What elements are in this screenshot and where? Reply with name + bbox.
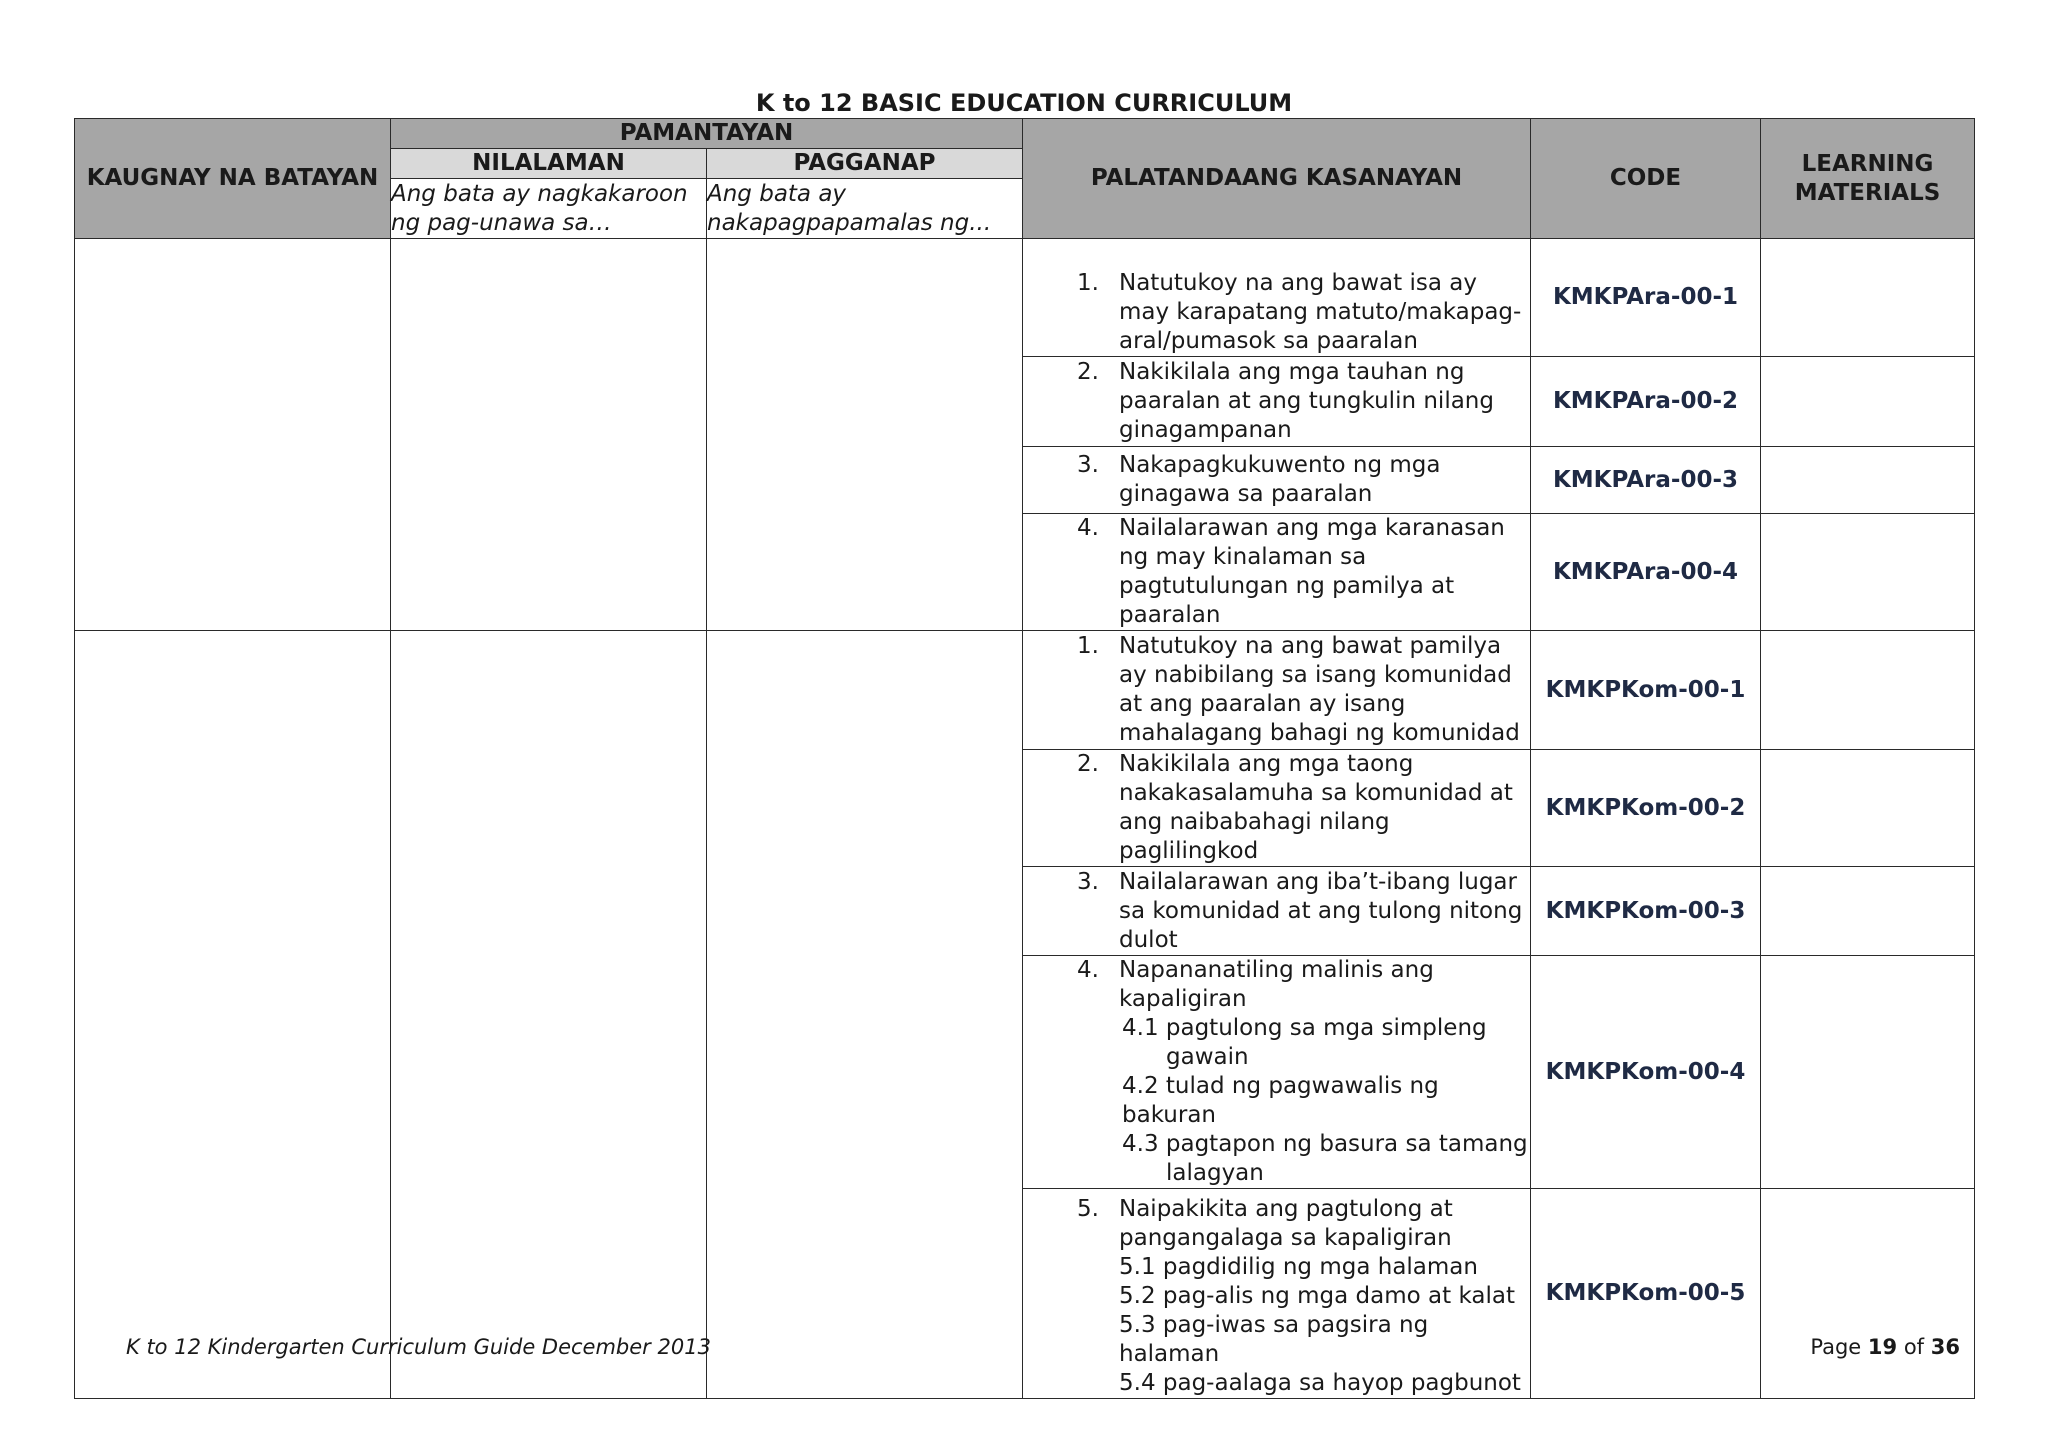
sub-item-label: 4.2 tulad ng pagwawalis ng bakuran [1122, 1073, 1439, 1128]
competency-number: 3. [1077, 868, 1099, 895]
competency-main-text: Napananatiling malinis ang kapaligiran [1119, 957, 1434, 1012]
competency-text [1119, 956, 1530, 1188]
competency-cell [1023, 357, 1531, 447]
header-palatandaan: PALATANDAANG KASANAYAN [1023, 119, 1531, 239]
code-cell: KMKPAra-00-4 [1531, 514, 1761, 631]
competency-number: 4. [1077, 515, 1099, 541]
pagganap-cell [707, 239, 1023, 631]
sub-item [1119, 1072, 1530, 1130]
sub-item-continuation: lalagyan [1166, 1160, 1264, 1186]
kaugnay-cell [75, 239, 391, 631]
header-pagganap: PAGGANAP [707, 149, 1023, 179]
code-cell: KMKPKom-00-2 [1531, 750, 1761, 867]
footer-page-number [1810, 1335, 1960, 1359]
competency-cell [1023, 867, 1531, 956]
code-cell: KMKPAra-00-1 [1531, 239, 1761, 357]
learning-materials-cell [1761, 867, 1975, 956]
kaugnay-cell [75, 631, 391, 1399]
learning-materials-cell [1761, 956, 1975, 1189]
learning-materials-cell [1761, 750, 1975, 867]
competency-cell [1023, 1189, 1531, 1399]
competency-number: 4. [1077, 957, 1099, 983]
learning-materials-cell [1761, 447, 1975, 514]
sub-item [1119, 1130, 1530, 1188]
header-pamantayan: PAMANTAYAN [391, 119, 1023, 149]
table-row [75, 239, 1975, 357]
competency-text: Nakikilala ang mga tauhan ng paaralan at ang tungkulin nilang ginagampanan [1119, 359, 1494, 443]
nilalaman-cell [391, 631, 707, 1399]
sub-item [1119, 1014, 1530, 1072]
code-cell: KMKPAra-00-3 [1531, 447, 1761, 514]
page-current: 19 [1867, 1335, 1898, 1359]
competency-text: Natutukoy na ang bawat pamilya ay nabibilang sa isang komunidad at ang paaralan ay isang mahalagang bahagi ng komunidad [1119, 633, 1520, 746]
page-total: 36 [1930, 1335, 1960, 1359]
sub-item-label: 4.1 pagtulong sa mga simpleng [1122, 1015, 1487, 1041]
header-nilalaman: NILALAMAN [391, 149, 707, 179]
learning-materials-cell [1761, 1189, 1975, 1399]
learning-materials-cell [1761, 514, 1975, 631]
header-pagganap-sub: Ang bata ay nakapagpapamalas ng... [707, 179, 1023, 239]
page-prefix: Page [1810, 1335, 1862, 1359]
competency-number: 3. [1077, 452, 1099, 478]
competency-text: Nailalarawan ang iba’t-ibang lugar sa komunidad at ang tulong nitong dulot [1119, 868, 1523, 953]
competency-cell [1023, 631, 1531, 750]
competency-cell [1023, 514, 1531, 631]
curriculum-table [74, 118, 1975, 1399]
competency-number: 2. [1077, 751, 1099, 777]
learning-materials-cell [1761, 631, 1975, 750]
competency-cell [1023, 956, 1531, 1189]
competency-text: Natutukoy na ang bawat isa ay may karapatang matuto/makapag-aral/pumasok sa paaralan [1119, 270, 1522, 354]
sub-item-label: 5.2 pag-alis ng mga damo at kalat [1119, 1283, 1515, 1309]
header-code: CODE [1531, 119, 1761, 239]
learning-materials-cell [1761, 239, 1975, 357]
competency-cell [1023, 447, 1531, 514]
header-nilalaman-sub: Ang bata ay nagkakaroon ng pag-unawa sa… [391, 179, 707, 239]
competency-cell [1023, 239, 1531, 357]
competency-text: Nailalarawan ang mga karanasan ng may kinalaman sa pagtutulungan ng pamilya at paaralan [1119, 515, 1505, 628]
code-cell: KMKPKom-00-4 [1531, 956, 1761, 1189]
code-cell: KMKPKom-00-1 [1531, 631, 1761, 750]
code-cell: KMKPKom-00-5 [1531, 1189, 1761, 1399]
competency-text: Nakapagkukuwento ng mga ginagawa sa paaralan [1119, 452, 1441, 507]
header-row-1 [75, 119, 1975, 149]
competency-text [1119, 1195, 1530, 1398]
competency-number: 1. [1077, 633, 1099, 659]
learning-materials-cell [1761, 357, 1975, 447]
sub-item-continuation: gawain [1166, 1044, 1249, 1070]
competency-number: 1. [1077, 270, 1099, 296]
document-title: K to 12 BASIC EDUCATION CURRICULUM [755, 89, 1293, 117]
nilalaman-cell [391, 239, 707, 631]
footer-guide-title: K to 12 Kindergarten Curriculum Guide December 2013 [126, 1335, 711, 1359]
sub-item-label: 5.4 pag-aalaga sa hayop pagbunot [1119, 1370, 1521, 1396]
pagganap-cell [707, 631, 1023, 1399]
sub-item-label: 4.3 pagtapon ng basura sa tamang [1122, 1131, 1528, 1157]
code-cell: KMKPAra-00-2 [1531, 357, 1761, 447]
competency-number: 5. [1077, 1196, 1099, 1222]
sub-item-label: 5.1 pagdidilig ng mga halaman [1119, 1254, 1478, 1280]
competency-number: 2. [1077, 359, 1099, 385]
code-cell: KMKPKom-00-3 [1531, 867, 1761, 956]
competency-cell [1023, 750, 1531, 867]
header-kaugnay: KAUGNAY NA BATAYAN [75, 119, 391, 239]
page-of: of [1903, 1335, 1925, 1359]
competency-text: Nakikilala ang mga taong nakakasalamuha sa komunidad at ang naibabahagi nilang paglilingkod [1119, 751, 1513, 864]
table-row [75, 631, 1975, 750]
sub-item-label: 5.3 pag-iwas sa pagsira ng halaman [1119, 1312, 1429, 1367]
competency-main-text: Naipakikita ang pagtulong at pangangalaga sa kapaligiran [1119, 1196, 1453, 1251]
header-learning-materials: LEARNING MATERIALS [1761, 119, 1975, 239]
